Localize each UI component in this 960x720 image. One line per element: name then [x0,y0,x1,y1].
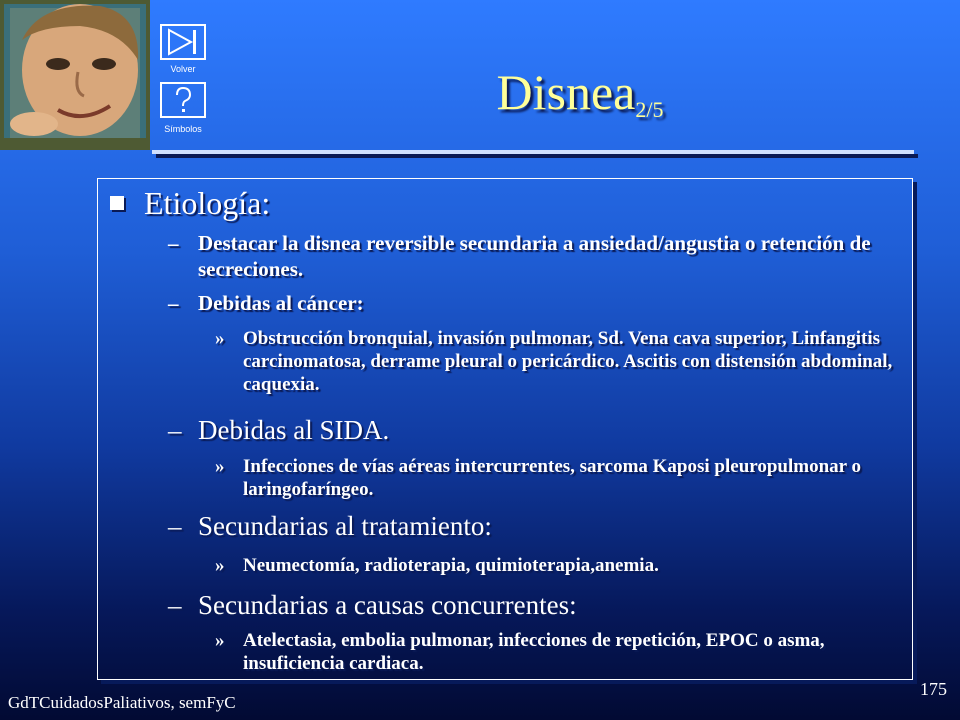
square-bullet-icon [110,196,124,210]
list-item-l2 [168,414,898,446]
simbolos-button[interactable] [160,82,206,118]
footer-credit: GdTCuidadosPaliativos, semFyC [8,693,236,712]
list-item-text: Destacar la disnea reversible secundaria a ansiedad/angustia o retención de secreciones. [198,231,871,281]
sub-marker: » [215,328,225,349]
list-item-text: Neumectomía, radioterapia, quimioterapia,anemia. [243,555,659,576]
simbolos-label: Símbolos [164,124,202,134]
list-item-l3 [215,455,905,501]
list-item-l2 [168,589,898,621]
list-item-l3 [215,629,905,675]
portrait-image [0,0,150,150]
heading-text: Etiología: [144,185,271,221]
dash-marker: – [168,231,179,255]
volver-label: Volver [170,64,196,74]
list-item-text: Debidas al SIDA. [198,415,390,445]
list-item-text: Secundarias al tratamiento: [198,511,492,541]
heading-etiologia [110,183,270,223]
dash-marker: – [168,415,182,445]
list-item-text: Atelectasia, embolia pulmonar, infecciones de repetición, EPOC o asma, insuficiencia cardiaca. [243,630,825,674]
sub-marker: » [215,456,225,477]
title-divider [152,150,914,154]
dash-marker: – [168,511,182,541]
sub-marker: » [215,555,225,576]
list-item-l2 [168,290,898,316]
slide-title-text: Disnea [496,64,636,120]
sub-marker: » [215,630,225,651]
skip-back-icon [165,28,201,56]
dash-marker: – [168,291,179,315]
page-number: 175 [920,679,947,699]
list-item-text: Secundarias a causas concurrentes: [198,590,577,620]
volver-button[interactable] [160,24,206,60]
list-item-text: Infecciones de vías aéreas intercurrentes, sarcoma Kaposi pleuropulmonar o laringofaríngeo. [243,456,862,500]
list-item-l3 [215,327,905,396]
list-item-text: Debidas al cáncer: [198,291,364,315]
list-item-l3 [215,554,905,577]
list-item-text: Obstrucción bronquial, invasión pulmonar, Sd. Vena cava superior, Linfangitis carcinomatosa, derrame pleural o pericárdico. Ascitis con distensión abdominal, caquexia. [243,328,893,395]
dash-marker: – [168,590,182,620]
slide-title [430,62,730,140]
list-item-l2 [168,230,898,282]
slide-title-subscript: 2/5 [635,97,664,122]
question-icon [168,85,198,115]
list-item-l2 [168,510,898,542]
